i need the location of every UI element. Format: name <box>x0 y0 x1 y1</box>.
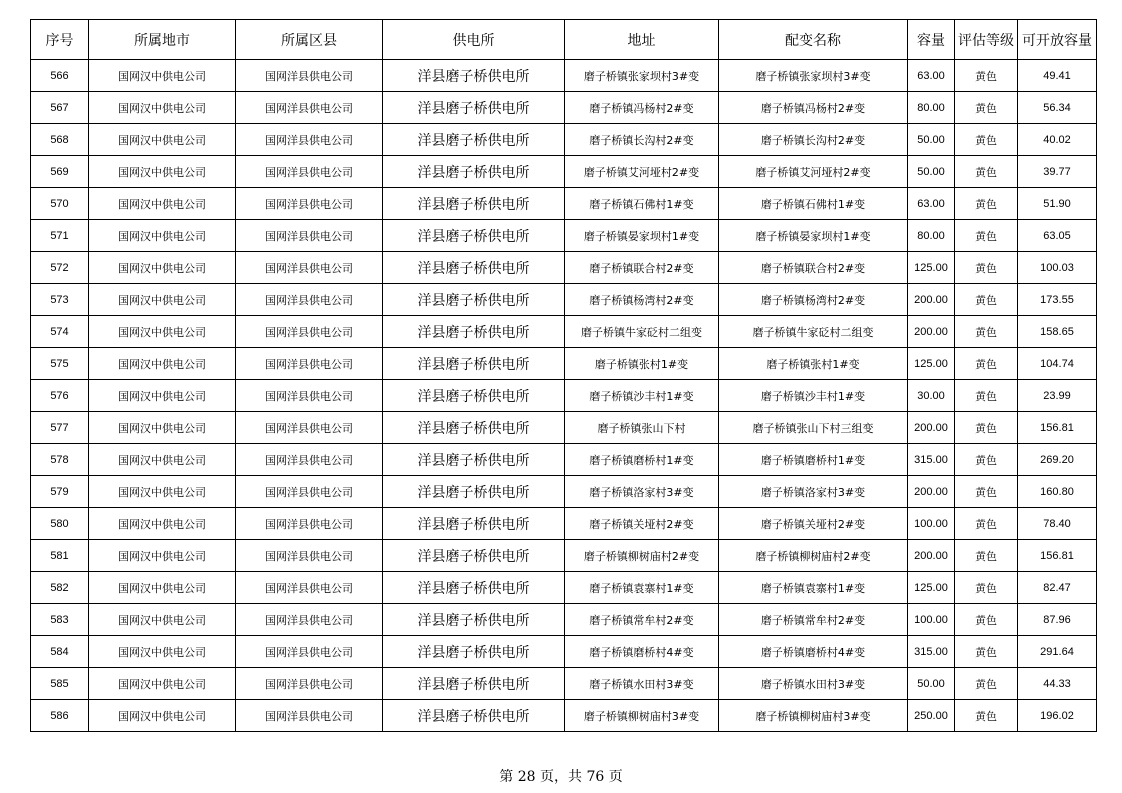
address-cell: 磨子桥镇张村1#变 <box>565 348 719 380</box>
county-cell: 国网洋县供电公司 <box>236 668 383 700</box>
address-cell: 磨子桥镇冯杨村2#变 <box>565 92 719 124</box>
table-row <box>31 572 1097 604</box>
city-cell: 国网汉中供电公司 <box>89 604 236 636</box>
capacity-cell: 50.00 <box>908 156 955 188</box>
station-cell: 洋县磨子桥供电所 <box>383 124 565 156</box>
col-transformer-header: 配变名称 <box>719 20 908 60</box>
county-cell: 国网洋县供电公司 <box>236 316 383 348</box>
address-cell: 磨子桥镇袁寨村1#变 <box>565 572 719 604</box>
station-cell: 洋县磨子桥供电所 <box>383 508 565 540</box>
address-cell: 磨子桥镇柳树庙村2#变 <box>565 540 719 572</box>
station-cell: 洋县磨子桥供电所 <box>383 380 565 412</box>
open-capacity-cell: 63.05 <box>1018 220 1097 252</box>
open-capacity-cell: 23.99 <box>1018 380 1097 412</box>
station-cell: 洋县磨子桥供电所 <box>383 412 565 444</box>
city-cell: 国网汉中供电公司 <box>89 188 236 220</box>
table-row <box>31 700 1097 732</box>
table-row <box>31 380 1097 412</box>
city-cell: 国网汉中供电公司 <box>89 316 236 348</box>
grade-cell: 黄色 <box>955 188 1018 220</box>
capacity-table <box>30 19 1097 732</box>
station-cell: 洋县磨子桥供电所 <box>383 668 565 700</box>
address-cell: 磨子桥镇磨桥村1#变 <box>565 444 719 476</box>
seq-cell: 573 <box>31 284 89 316</box>
table-row <box>31 668 1097 700</box>
address-cell: 磨子桥镇牛家砭村二组变 <box>565 316 719 348</box>
county-cell: 国网洋县供电公司 <box>236 92 383 124</box>
seq-cell: 570 <box>31 188 89 220</box>
transformer-name-cell: 磨子桥镇磨桥村4#变 <box>719 636 908 668</box>
transformer-name-cell: 磨子桥镇水田村3#变 <box>719 668 908 700</box>
address-cell: 磨子桥镇沙丰村1#变 <box>565 380 719 412</box>
capacity-cell: 125.00 <box>908 572 955 604</box>
capacity-cell: 200.00 <box>908 316 955 348</box>
capacity-cell: 200.00 <box>908 412 955 444</box>
county-cell: 国网洋县供电公司 <box>236 156 383 188</box>
open-capacity-cell: 156.81 <box>1018 412 1097 444</box>
col-address-header: 地址 <box>565 20 719 60</box>
address-cell: 磨子桥镇洛家村3#变 <box>565 476 719 508</box>
seq-cell: 571 <box>31 220 89 252</box>
transformer-name-cell: 磨子桥镇牛家砭村二组变 <box>719 316 908 348</box>
address-cell: 磨子桥镇张山下村 <box>565 412 719 444</box>
seq-cell: 581 <box>31 540 89 572</box>
open-capacity-cell: 56.34 <box>1018 92 1097 124</box>
city-cell: 国网汉中供电公司 <box>89 444 236 476</box>
grade-cell: 黄色 <box>955 476 1018 508</box>
grade-cell: 黄色 <box>955 668 1018 700</box>
transformer-name-cell: 磨子桥镇磨桥村1#变 <box>719 444 908 476</box>
transformer-name-cell: 磨子桥镇长沟村2#变 <box>719 124 908 156</box>
grade-cell: 黄色 <box>955 508 1018 540</box>
col-open-capacity-header: 可开放容量 <box>1018 20 1097 60</box>
station-cell: 洋县磨子桥供电所 <box>383 636 565 668</box>
capacity-cell: 125.00 <box>908 252 955 284</box>
station-cell: 洋县磨子桥供电所 <box>383 60 565 92</box>
grade-cell: 黄色 <box>955 572 1018 604</box>
city-cell: 国网汉中供电公司 <box>89 380 236 412</box>
address-cell: 磨子桥镇常牟村2#变 <box>565 604 719 636</box>
transformer-name-cell: 磨子桥镇柳树庙村3#变 <box>719 700 908 732</box>
county-cell: 国网洋县供电公司 <box>236 540 383 572</box>
station-cell: 洋县磨子桥供电所 <box>383 156 565 188</box>
transformer-name-cell: 磨子桥镇常牟村2#变 <box>719 604 908 636</box>
county-cell: 国网洋县供电公司 <box>236 124 383 156</box>
col-city-header: 所属地市 <box>89 20 236 60</box>
capacity-cell: 30.00 <box>908 380 955 412</box>
address-cell: 磨子桥镇关垭村2#变 <box>565 508 719 540</box>
table-row <box>31 636 1097 668</box>
table-row <box>31 444 1097 476</box>
capacity-cell: 315.00 <box>908 444 955 476</box>
seq-cell: 580 <box>31 508 89 540</box>
county-cell: 国网洋县供电公司 <box>236 188 383 220</box>
grade-cell: 黄色 <box>955 60 1018 92</box>
transformer-name-cell: 磨子桥镇冯杨村2#变 <box>719 92 908 124</box>
county-cell: 国网洋县供电公司 <box>236 60 383 92</box>
open-capacity-cell: 82.47 <box>1018 572 1097 604</box>
county-cell: 国网洋县供电公司 <box>236 380 383 412</box>
transformer-name-cell: 磨子桥镇柳树庙村2#变 <box>719 540 908 572</box>
open-capacity-cell: 44.33 <box>1018 668 1097 700</box>
city-cell: 国网汉中供电公司 <box>89 252 236 284</box>
county-cell: 国网洋县供电公司 <box>236 220 383 252</box>
header-row <box>31 20 1097 60</box>
transformer-name-cell: 磨子桥镇袁寨村1#变 <box>719 572 908 604</box>
open-capacity-cell: 87.96 <box>1018 604 1097 636</box>
transformer-name-cell: 磨子桥镇张村1#变 <box>719 348 908 380</box>
city-cell: 国网汉中供电公司 <box>89 700 236 732</box>
city-cell: 国网汉中供电公司 <box>89 92 236 124</box>
grade-cell: 黄色 <box>955 604 1018 636</box>
open-capacity-cell: 160.80 <box>1018 476 1097 508</box>
station-cell: 洋县磨子桥供电所 <box>383 572 565 604</box>
station-cell: 洋县磨子桥供电所 <box>383 220 565 252</box>
seq-cell: 576 <box>31 380 89 412</box>
table-row <box>31 604 1097 636</box>
grade-cell: 黄色 <box>955 636 1018 668</box>
grade-cell: 黄色 <box>955 348 1018 380</box>
table-row <box>31 284 1097 316</box>
seq-cell: 572 <box>31 252 89 284</box>
seq-cell: 569 <box>31 156 89 188</box>
open-capacity-cell: 100.03 <box>1018 252 1097 284</box>
station-cell: 洋县磨子桥供电所 <box>383 92 565 124</box>
grade-cell: 黄色 <box>955 156 1018 188</box>
seq-cell: 567 <box>31 92 89 124</box>
seq-cell: 578 <box>31 444 89 476</box>
capacity-cell: 50.00 <box>908 124 955 156</box>
seq-cell: 568 <box>31 124 89 156</box>
capacity-cell: 250.00 <box>908 700 955 732</box>
seq-cell: 577 <box>31 412 89 444</box>
table-row <box>31 156 1097 188</box>
city-cell: 国网汉中供电公司 <box>89 412 236 444</box>
col-seq-header: 序号 <box>31 20 89 60</box>
capacity-cell: 80.00 <box>908 92 955 124</box>
open-capacity-cell: 104.74 <box>1018 348 1097 380</box>
address-cell: 磨子桥镇张家坝村3#变 <box>565 60 719 92</box>
open-capacity-cell: 173.55 <box>1018 284 1097 316</box>
seq-cell: 579 <box>31 476 89 508</box>
county-cell: 国网洋县供电公司 <box>236 476 383 508</box>
capacity-cell: 100.00 <box>908 508 955 540</box>
address-cell: 磨子桥镇磨桥村4#变 <box>565 636 719 668</box>
open-capacity-cell: 40.02 <box>1018 124 1097 156</box>
county-cell: 国网洋县供电公司 <box>236 444 383 476</box>
city-cell: 国网汉中供电公司 <box>89 60 236 92</box>
station-cell: 洋县磨子桥供电所 <box>383 700 565 732</box>
open-capacity-cell: 269.20 <box>1018 444 1097 476</box>
grade-cell: 黄色 <box>955 412 1018 444</box>
county-cell: 国网洋县供电公司 <box>236 572 383 604</box>
capacity-cell: 200.00 <box>908 540 955 572</box>
seq-cell: 586 <box>31 700 89 732</box>
seq-cell: 584 <box>31 636 89 668</box>
capacity-cell: 100.00 <box>908 604 955 636</box>
open-capacity-cell: 156.81 <box>1018 540 1097 572</box>
address-cell: 磨子桥镇艾河垭村2#变 <box>565 156 719 188</box>
seq-cell: 574 <box>31 316 89 348</box>
grade-cell: 黄色 <box>955 284 1018 316</box>
open-capacity-cell: 51.90 <box>1018 188 1097 220</box>
open-capacity-cell: 158.65 <box>1018 316 1097 348</box>
table-row <box>31 412 1097 444</box>
col-county-header: 所属区县 <box>236 20 383 60</box>
county-cell: 国网洋县供电公司 <box>236 508 383 540</box>
station-cell: 洋县磨子桥供电所 <box>383 604 565 636</box>
table-row <box>31 124 1097 156</box>
county-cell: 国网洋县供电公司 <box>236 700 383 732</box>
city-cell: 国网汉中供电公司 <box>89 124 236 156</box>
station-cell: 洋县磨子桥供电所 <box>383 348 565 380</box>
address-cell: 磨子桥镇杨湾村2#变 <box>565 284 719 316</box>
county-cell: 国网洋县供电公司 <box>236 412 383 444</box>
station-cell: 洋县磨子桥供电所 <box>383 316 565 348</box>
transformer-name-cell: 磨子桥镇张山下村三组变 <box>719 412 908 444</box>
transformer-name-cell: 磨子桥镇晏家坝村1#变 <box>719 220 908 252</box>
transformer-name-cell: 磨子桥镇艾河垭村2#变 <box>719 156 908 188</box>
capacity-cell: 50.00 <box>908 668 955 700</box>
city-cell: 国网汉中供电公司 <box>89 220 236 252</box>
grade-cell: 黄色 <box>955 92 1018 124</box>
address-cell: 磨子桥镇柳树庙村3#变 <box>565 700 719 732</box>
col-station-header: 供电所 <box>383 20 565 60</box>
city-cell: 国网汉中供电公司 <box>89 348 236 380</box>
address-cell: 磨子桥镇水田村3#变 <box>565 668 719 700</box>
transformer-name-cell: 磨子桥镇联合村2#变 <box>719 252 908 284</box>
county-cell: 国网洋县供电公司 <box>236 636 383 668</box>
grade-cell: 黄色 <box>955 316 1018 348</box>
capacity-cell: 200.00 <box>908 476 955 508</box>
transformer-name-cell: 磨子桥镇洛家村3#变 <box>719 476 908 508</box>
capacity-cell: 80.00 <box>908 220 955 252</box>
city-cell: 国网汉中供电公司 <box>89 636 236 668</box>
grade-cell: 黄色 <box>955 540 1018 572</box>
table-body <box>31 60 1097 732</box>
county-cell: 国网洋县供电公司 <box>236 252 383 284</box>
table-row <box>31 188 1097 220</box>
table-row <box>31 60 1097 92</box>
grade-cell: 黄色 <box>955 380 1018 412</box>
seq-cell: 583 <box>31 604 89 636</box>
transformer-name-cell: 磨子桥镇张家坝村3#变 <box>719 60 908 92</box>
station-cell: 洋县磨子桥供电所 <box>383 252 565 284</box>
table-row <box>31 476 1097 508</box>
grade-cell: 黄色 <box>955 444 1018 476</box>
address-cell: 磨子桥镇石佛村1#变 <box>565 188 719 220</box>
grade-cell: 黄色 <box>955 220 1018 252</box>
table-row <box>31 220 1097 252</box>
transformer-name-cell: 磨子桥镇石佛村1#变 <box>719 188 908 220</box>
open-capacity-cell: 78.40 <box>1018 508 1097 540</box>
station-cell: 洋县磨子桥供电所 <box>383 476 565 508</box>
table-row <box>31 348 1097 380</box>
open-capacity-cell: 49.41 <box>1018 60 1097 92</box>
address-cell: 磨子桥镇联合村2#变 <box>565 252 719 284</box>
capacity-cell: 200.00 <box>908 284 955 316</box>
grade-cell: 黄色 <box>955 700 1018 732</box>
grade-cell: 黄色 <box>955 252 1018 284</box>
county-cell: 国网洋县供电公司 <box>236 604 383 636</box>
col-capacity-header: 容量 <box>908 20 955 60</box>
capacity-cell: 63.00 <box>908 60 955 92</box>
station-cell: 洋县磨子桥供电所 <box>383 444 565 476</box>
seq-cell: 566 <box>31 60 89 92</box>
open-capacity-cell: 39.77 <box>1018 156 1097 188</box>
open-capacity-cell: 196.02 <box>1018 700 1097 732</box>
col-grade-header: 评估等级 <box>955 20 1018 60</box>
capacity-cell: 315.00 <box>908 636 955 668</box>
transformer-name-cell: 磨子桥镇关垭村2#变 <box>719 508 908 540</box>
county-cell: 国网洋县供电公司 <box>236 284 383 316</box>
city-cell: 国网汉中供电公司 <box>89 572 236 604</box>
seq-cell: 585 <box>31 668 89 700</box>
seq-cell: 582 <box>31 572 89 604</box>
transformer-name-cell: 磨子桥镇沙丰村1#变 <box>719 380 908 412</box>
grade-cell: 黄色 <box>955 124 1018 156</box>
city-cell: 国网汉中供电公司 <box>89 156 236 188</box>
page-footer: 第 28 页，共 76 页 <box>499 769 623 785</box>
station-cell: 洋县磨子桥供电所 <box>383 188 565 220</box>
city-cell: 国网汉中供电公司 <box>89 476 236 508</box>
address-cell: 磨子桥镇晏家坝村1#变 <box>565 220 719 252</box>
transformer-name-cell: 磨子桥镇杨湾村2#变 <box>719 284 908 316</box>
table-row <box>31 316 1097 348</box>
city-cell: 国网汉中供电公司 <box>89 284 236 316</box>
address-cell: 磨子桥镇长沟村2#变 <box>565 124 719 156</box>
seq-cell: 575 <box>31 348 89 380</box>
city-cell: 国网汉中供电公司 <box>89 668 236 700</box>
open-capacity-cell: 291.64 <box>1018 636 1097 668</box>
city-cell: 国网汉中供电公司 <box>89 508 236 540</box>
station-cell: 洋县磨子桥供电所 <box>383 284 565 316</box>
station-cell: 洋县磨子桥供电所 <box>383 540 565 572</box>
capacity-cell: 63.00 <box>908 188 955 220</box>
city-cell: 国网汉中供电公司 <box>89 540 236 572</box>
table-row <box>31 252 1097 284</box>
table-row <box>31 92 1097 124</box>
table-row <box>31 540 1097 572</box>
capacity-cell: 125.00 <box>908 348 955 380</box>
table-row <box>31 508 1097 540</box>
county-cell: 国网洋县供电公司 <box>236 348 383 380</box>
